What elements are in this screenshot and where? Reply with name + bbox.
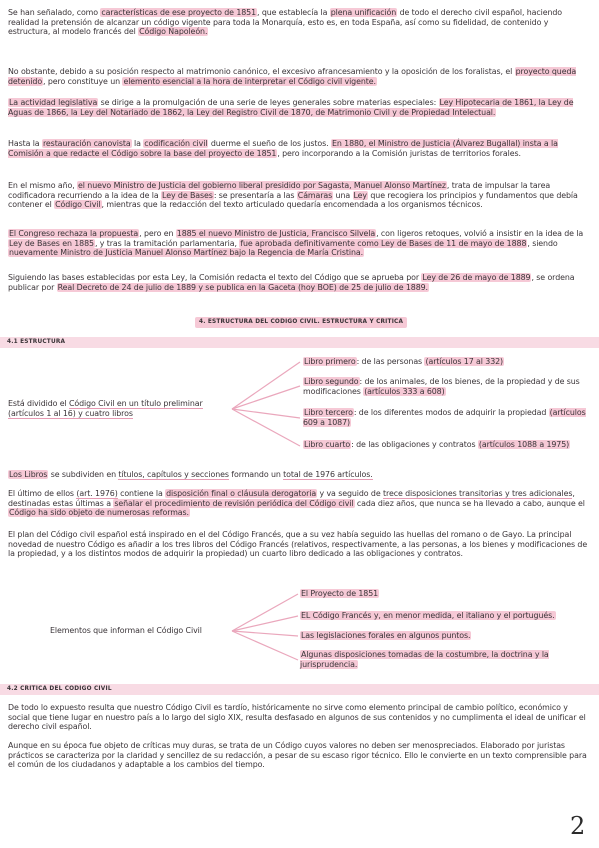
subheading-estructura: 4.1 ESTRUCTURA [7,339,66,345]
highlight: Libro primero [304,357,356,366]
highlight: 1885 el nuevo Ministro de Justicia, Francisco Silvela [176,229,376,238]
page-number: 2 [570,812,586,840]
subheading-critica: 4.2 CRITICA DEL CODIGO CIVIL [7,686,112,692]
connector-line [232,409,300,418]
paragraph-ley-de-bases: En el mismo año, el nuevo Ministro de Justicia del gobierno liberal presidido por Sagasta, Manuel Alonso Martínez, trata de impulsar la tarea codificadora recurriendo a la idea de la Ley de Bases: se presentaría a las Cámaras una Ley que recogiera los principios y fundamentos que debía contener el Código Civil, mientras que la redacción del texto articulado quedaría encomendada a los organismos técnicos. [8,181,578,210]
paragraph-valores-codigo: Aunque en su época fue objeto de críticas muy duras, se trata de un Código cuyos valores no deben ser menospreciados. Elaborado por juristas prácticos se caracteriza por la claridad y sencillez de su redacción, a pesar de su escaso rigor técnico. Ello le convierte en un texto comprensible para el común de los ciudadanos y adaptable a los cambios del tiempo. [8,741,587,770]
highlight: Las legislaciones forales en algunos puntos. [301,631,471,640]
paragraph-restauracion: Hasta la restauración canovista la codificación civil duerme el sueño de los justos. En 1880, el Ministro de Justicia (Álvarez Bugallal) insta a la Comisión a que redacte el Código sobre la base del proyecto de 1851, pero incorporando a la Comisión juristas de territorios forales. [8,139,558,158]
highlight: Ley Hipotecaria de 1861, la Ley de Aguas de 1866, la Ley del Notariado de 1862, la Ley del Registro Civil de 1870, de Matrimonio Civil y de Propiedad Intelectual. [8,98,574,117]
leaf-libro-cuarto: Libro cuarto: de las obligaciones y contratos (artículos 1088 a 1975) [304,440,570,449]
highlight: (artículos 17 al 332) [425,357,504,366]
section-heading-4: 4. ESTRUCTURA DEL CODIGO CIVIL. ESTRUCTURA Y CRITICA [195,317,407,328]
highlight: el nuevo Ministro de Justicia del gobierno liberal presidido por Sagasta, Manuel Alonso Martínez [78,181,446,190]
highlight: El Proyecto de 1851 [301,589,379,598]
highlight: Real Decreto de 24 de julio de 1889 y se publica en la Gaceta (hoy BOE) de 25 de julio de 1889. [57,282,428,292]
paragraph-proyecto-1851: Se han señalado, como características de ese proyecto de 1851, que establecía la plena unificación de todo el derecho civil español, haciendo realidad la pretensión de alcanzar un código vigente para toda la Monarquía, esto es, en toda España, así como su fidelidad, de contenido y estructura, al modelo francés del Código Napoleón. [8,8,563,37]
leaf-proyecto-1851 [300,589,590,599]
diagram-elementos [0,586,599,674]
leaf-libro-segundo: Libro segundo: de los animales, de los bienes, de la propiedad y de sus modificaciones (artículos 333 a 608) [303,377,580,396]
paragraph-ultimo-articulo: El último de ellos (art. 1976) contiene la disposición final o cláusula derogatoria y va seguido de trece disposiciones transitorias y tres adicionales, destinadas estas últimas a señalar el procedimiento de revisión periódica del Código civil cada diez años, que nunca se ha llevado a cabo, aunque el Código ha sido objeto de numerosas reformas. [8,489,585,518]
highlight: elemento esencial a la hora de interpretar el Código civil vigente. [123,76,376,86]
leaf-libro-primero: Libro primero: de las personas (artículos 17 al 332) [304,357,504,366]
highlight: Libro tercero [304,408,353,417]
highlight: restauración canovista [42,139,131,148]
highlight: fue aprobada definitivamente como Ley de Bases de 11 de mayo de 1888 [240,238,527,248]
highlight: EL Código Francés y, en menor medida, el italiano y el portugués. [301,611,555,620]
leaf-codigo-frances [300,611,590,621]
diagram-root: Elementos que informan el Código Civil [50,626,202,635]
heading-band [0,337,599,348]
highlight: Ley de Bases [162,190,213,200]
paragraph-actividad-legislativa: La actividad legislativa se dirige a la promulgación de una serie de leyes generales sobre materias especiales: Ley Hipotecaria de 1861, la Ley de Aguas de 1866, la Ley del Notariado de 1862, la Ley del Registro Civil de 1870, de Matrimonio Civil y de Propiedad Intelectual. [8,98,574,117]
paragraph-codigo-tardio: De todo lo expuesto resulta que nuestro Código Civil es tardío, históricamente no sirve como elemento principal de cambio político, económico y social que tiene lugar en nuestro país a lo largo del siglo XIX, resulta desfasado en algunos de sus contenidos y no cumplimenta el ideal de unificar el derecho civil español. [8,703,586,732]
highlight: disposición final o cláusula derogatoria [166,489,317,498]
highlight: Libro cuarto [304,440,351,449]
diagram-libros [0,354,599,462]
highlight: Libro segundo [304,377,359,386]
highlight: Ley de 26 de mayo de 1889 [422,273,531,282]
highlight: Ley [353,190,367,200]
highlight: Ley de Bases en 1885 [9,238,94,248]
highlight: características de ese proyecto de 1851 [101,8,257,17]
highlight: señalar el procedimiento de revisión periódica del Código civil [114,498,354,508]
highlight: En 1880, el Ministro de Justicia (Álvarez Bugallal) insta a la Comisión a que redacte el Código sobre la base del proyecto de 1851 [8,139,558,158]
highlight: codificación civil [144,139,208,148]
paragraph-plan-codigo: El plan del Código civil español está inspirado en el del Código Francés, que a su vez había seguido las huellas del romano o de Gayo. La principal novedad de nuestro Código es añadir a los tres libros del Código Francés (relativos, respectivamente, a las personas, a los bienes y modificaciones de la propiedad, y a los distintos modos de adquirir la propiedad) un cuarto libro dedicado a las obligaciones y contratos. [8,530,588,559]
highlight: La actividad legislativa [9,98,98,107]
highlight: (artículos 1088 a 1975) [478,440,570,449]
highlight: plena unificación [330,8,397,17]
paragraph-congreso: El Congreso rechaza la propuesta, pero en 1885 el nuevo Ministro de Justicia, Francisco Silvela, con ligeros retoques, volvió a insistir en la idea de la Ley de Bases en 1885, y tras la tramitación parlamentaria, fue aprobada definitivamente como Ley de Bases de 11 de mayo de 1888, siendo nuevamente Ministro de Justicia Manuel Alonso Martínez bajo la Regencia de María Cristina. [9,229,584,258]
connector-line [232,616,298,631]
highlight: Código Civil [55,200,101,210]
connector-line [232,409,300,446]
connector-line [232,386,300,409]
highlight: Los Libros [9,470,48,479]
diagram-root: Está dividido el Código Civil en un título preliminar (artículos 1 al 16) y cuatro libros [8,399,203,418]
highlight: Código Napoleón. [139,27,208,37]
paragraph-aprobacion-codigo: Siguiendo las bases establecidas por esta Ley, la Comisión redacta el texto del Código que se aprueba por Ley de 26 de mayo de 1889, se ordena publicar por Real Decreto de 24 de julio de 1889 y se publica en la Gaceta (hoy BOE) de 25 de julio de 1889. [8,273,575,292]
highlight: Cámaras [297,190,333,200]
connector-line [232,594,298,631]
leaf-legislaciones-forales [300,631,590,641]
highlight: proyecto queda detenido [8,67,577,86]
highlight: Algunas disposiciones tomadas de la costumbre, la doctrina y la jurisprudencia. [300,650,549,669]
paragraph-proyecto-detenido: No obstante, debido a su posición respecto al matrimonio canónico, el excesivo afrancesamiento y la oposición de los foralistas, el proyecto queda detenido, pero constituye un elemento esencial a la hora de interpretar el Código civil vigente. [8,67,577,86]
highlight: El Congreso rechaza la propuesta [9,229,139,238]
highlight: Código ha sido objeto de numerosas reformas. [9,508,189,518]
connector-line [232,362,300,409]
highlight: (artículos 609 a 1087) [303,408,586,427]
highlight: nuevamente Ministro de Justicia Manuel Alonso Martínez bajo la Regencia de María Cristina. [9,248,363,258]
leaf-costumbre-doctrina [300,650,590,669]
paragraph-libros-subdivision: Los Libros se subdividen en títulos, capítulos y secciones formando un total de 1976 artículos. [9,470,373,479]
highlight: (artículos 333 a 608) [364,386,445,396]
leaf-libro-tercero: Libro tercero: de los diferentes modos de adquirir la propiedad (artículos 609 a 1087) [303,408,586,427]
